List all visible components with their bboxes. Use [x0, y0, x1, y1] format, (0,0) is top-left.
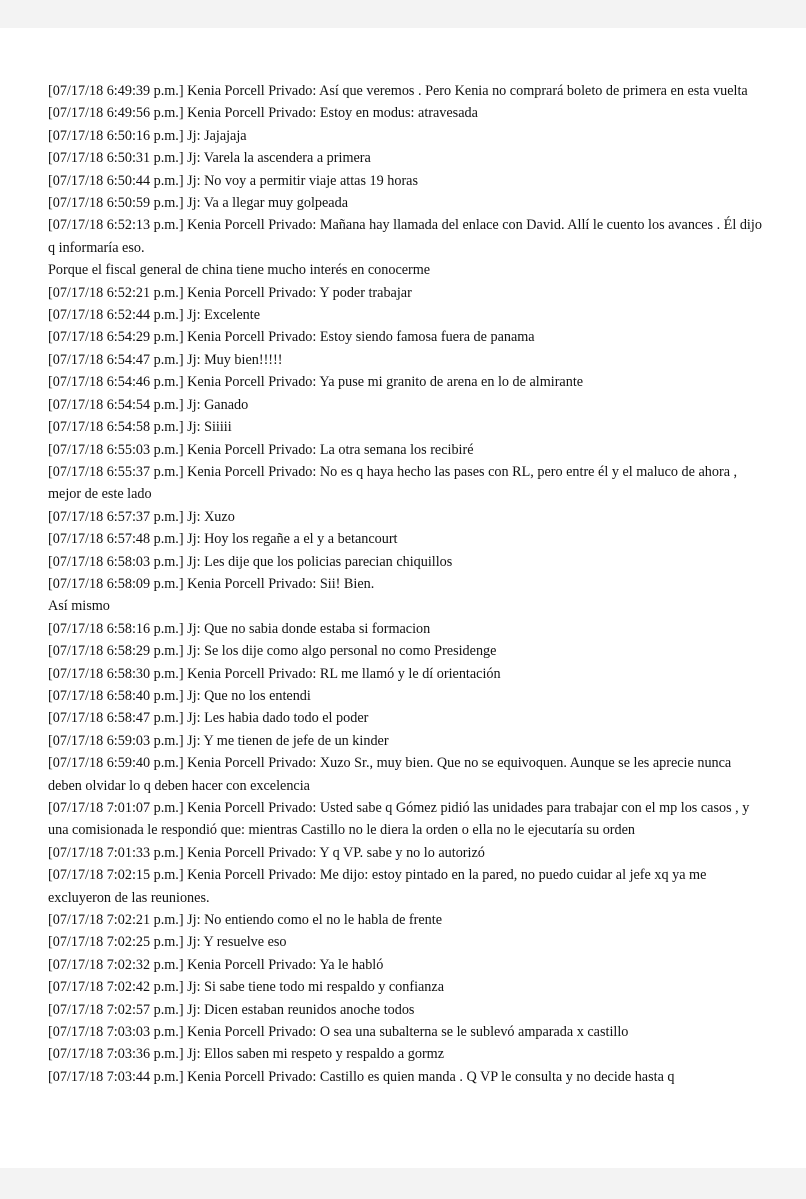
chat-log-line: [07/17/18 6:59:40 p.m.] Kenia Porcell Privado: Xuzo Sr., muy bien. Que no se equivoquen. Aunque se les aprecie nunca deben olvidar lo q deben hacer con excelencia [48, 755, 732, 794]
chat-log-line: [07/17/18 6:58:29 p.m.] Jj: Se los dije como algo personal no como Presidenge [48, 643, 497, 660]
document-page [0, 28, 806, 1168]
chat-log-line: [07/17/18 7:02:42 p.m.] Jj: Si sabe tiene todo mi respaldo y confianza [48, 979, 444, 996]
chat-log-line: [07/17/18 6:58:09 p.m.] Kenia Porcell Privado: Sii! Bien. [48, 575, 375, 592]
chat-log-line: [07/17/18 6:54:47 p.m.] Jj: Muy bien!!!!! [48, 351, 283, 368]
chat-log-line: [07/17/18 6:50:31 p.m.] Jj: Varela la ascendera a primera [48, 150, 371, 167]
chat-log-line: [07/17/18 6:49:56 p.m.] Kenia Porcell Privado: Estoy en modus: atravesada [48, 105, 478, 122]
chat-log-line: [07/17/18 6:49:39 p.m.] Kenia Porcell Privado: Así que veremos . Pero Kenia no comprará boleto de primera en esta vuelta [48, 83, 748, 99]
chat-log-line: [07/17/18 6:58:47 p.m.] Jj: Les habia dado todo el poder [48, 710, 369, 727]
chat-log-line: [07/17/18 6:58:30 p.m.] Kenia Porcell Privado: RL me llamó y le dí orientación [48, 665, 501, 682]
chat-log-line: Porque el fiscal general de china tiene mucho interés en conocerme [48, 262, 431, 279]
chat-log-line: [07/17/18 7:03:03 p.m.] Kenia Porcell Privado: O sea una subalterna se le sublevó amparada x castillo [48, 1024, 629, 1041]
chat-log-line: [07/17/18 6:55:37 p.m.] Kenia Porcell Privado: No es q haya hecho las pases con RL, pero entre él y el maluco de ahora , mejor de este lado [48, 463, 738, 503]
chat-log-line: [07/17/18 6:54:46 p.m.] Kenia Porcell Privado: Ya puse mi granito de arena en lo de almirante [48, 374, 584, 391]
chat-log-line: [07/17/18 7:02:25 p.m.] Jj: Y resuelve eso [48, 934, 287, 951]
chat-log-line: [07/17/18 7:01:07 p.m.] Kenia Porcell Privado: Usted sabe q Gómez pidió las unidades para trabajar con el mp los casos , y una comisionada le respondió que: mientras Castillo no le diera la orden o ella no le ejecutaría su orden [48, 800, 750, 839]
chat-log-line: [07/17/18 7:03:36 p.m.] Jj: Ellos saben mi respeto y respaldo a gormz [48, 1046, 445, 1063]
chat-log-line: [07/17/18 6:50:44 p.m.] Jj: No voy a permitir viaje attas 19 horas [48, 172, 418, 189]
chat-log-line: Así mismo [48, 598, 110, 615]
chat-log-line: [07/17/18 6:54:29 p.m.] Kenia Porcell Privado: Estoy siendo famosa fuera de panama [48, 329, 535, 346]
chat-log-line: [07/17/18 7:02:15 p.m.] Kenia Porcell Privado: Me dijo: estoy pintado en la pared, no puedo cuidar al jefe xq ya me excluyeron de las reuniones. [48, 867, 707, 906]
chat-log-line: [07/17/18 6:55:03 p.m.] Kenia Porcell Privado: La otra semana los recibiré [48, 441, 474, 458]
chat-log-line: [07/17/18 6:57:37 p.m.] Jj: Xuzo [48, 508, 235, 525]
chat-log-line: [07/17/18 6:59:03 p.m.] Jj: Y me tienen de jefe de un kinder [48, 732, 389, 749]
chat-log-line: [07/17/18 6:58:40 p.m.] Jj: Que no los entendi [48, 687, 311, 704]
chat-log-line: [07/17/18 6:50:16 p.m.] Jj: Jajajaja [48, 127, 247, 144]
chat-log-line: [07/17/18 7:02:32 p.m.] Kenia Porcell Privado: Ya le habló [48, 956, 384, 973]
chat-log-line: [07/17/18 6:50:59 p.m.] Jj: Va a llegar muy golpeada [48, 195, 348, 212]
chat-log-line: [07/17/18 6:52:21 p.m.] Kenia Porcell Privado: Y poder trabajar [48, 284, 412, 301]
chat-log-line: [07/17/18 6:54:58 p.m.] Jj: Siiiii [48, 419, 232, 436]
chat-log-line: [07/17/18 6:57:48 p.m.] Jj: Hoy los regañe a el y a betancourt [48, 531, 398, 548]
chat-log-line: [07/17/18 7:02:57 p.m.] Jj: Dicen estaban reunidos anoche todos [48, 1001, 415, 1018]
chat-log-line: [07/17/18 6:58:16 p.m.] Jj: Que no sabia donde estaba si formacion [48, 620, 431, 637]
chat-log-line: [07/17/18 6:52:44 p.m.] Jj: Excelente [48, 307, 260, 324]
chat-log-line: [07/17/18 7:03:44 p.m.] Kenia Porcell Privado: Castillo es quien manda . Q VP le consulta y no decide hasta q [48, 1068, 675, 1085]
chat-log-line: [07/17/18 6:54:54 p.m.] Jj: Ganado [48, 396, 249, 413]
chat-log-line: [07/17/18 7:02:21 p.m.] Jj: No entiendo como el no le habla de frente [48, 912, 443, 929]
chat-log-line: [07/17/18 6:58:03 p.m.] Jj: Les dije que los policias parecian chiquillos [48, 553, 453, 570]
chat-log-line: [07/17/18 6:52:13 p.m.] Kenia Porcell Privado: Mañana hay llamada del enlace con David. Allí le cuento los avances . Él dijo q informaría eso. [48, 217, 762, 256]
chat-log-text [48, 80, 764, 1088]
chat-log-line: [07/17/18 7:01:33 p.m.] Kenia Porcell Privado: Y q VP. sabe y no lo autorizó [48, 844, 485, 861]
